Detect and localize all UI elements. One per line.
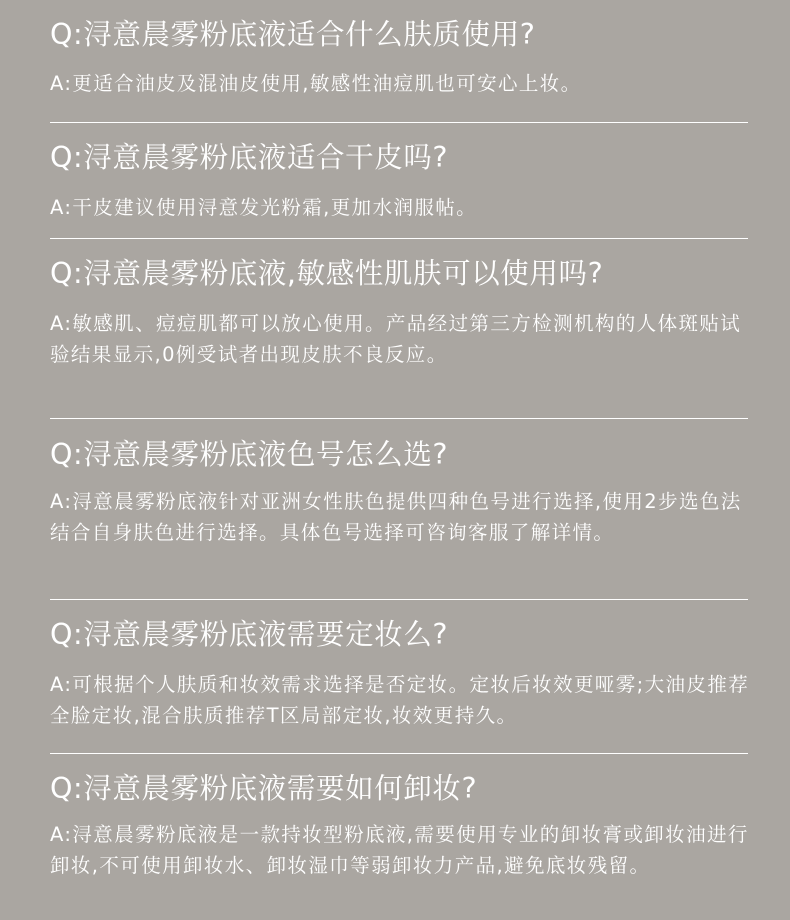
divider: [50, 238, 748, 239]
faq-question: Q:浔意晨雾粉底液色号怎么选?: [50, 438, 449, 471]
faq-answer: A:可根据个人肤质和妆效需求选择是否定妆。定妆后妆效更哑雾;大油皮推荐全脸定妆,混合肤质推荐T区局部定妆,妆效更持久。: [50, 673, 750, 727]
faq-question: Q:浔意晨雾粉底液需要如何卸妆?: [50, 772, 478, 805]
faq-answer: A:干皮建议使用浔意发光粉霜,更加水润服帖。: [50, 196, 478, 219]
faq-answer: A:敏感肌、痘痘肌都可以放心使用。产品经过第三方检测机构的人体斑贴试验结果显示,0例受试者出现皮肤不良反应。: [50, 312, 742, 366]
faq-answer: A:更适合油皮及混油皮使用,敏感性油痘肌也可安心上妆。: [50, 72, 582, 95]
divider: [50, 599, 748, 600]
divider: [50, 418, 748, 419]
faq-question: Q:浔意晨雾粉底液需要定妆么?: [50, 618, 449, 651]
faq-answer: A:浔意晨雾粉底液针对亚洲女性肤色提供四种色号进行选择,使用2步选色法结合自身肤色进行选择。具体色号选择可咨询客服了解详情。: [50, 490, 742, 544]
divider: [50, 122, 748, 123]
faq-question: Q:浔意晨雾粉底液适合干皮吗?: [50, 141, 449, 174]
faq-answer: A:浔意晨雾粉底液是一款持妆型粉底液,需要使用专业的卸妆膏或卸妆油进行卸妆,不可使用卸妆水、卸妆湿巾等弱卸妆力产品,避免底妆残留。: [50, 823, 749, 877]
faq-question: Q:浔意晨雾粉底液,敏感性肌肤可以使用吗?: [50, 257, 604, 290]
divider: [50, 753, 748, 754]
faq-question: Q:浔意晨雾粉底液适合什么肤质使用?: [50, 18, 536, 51]
